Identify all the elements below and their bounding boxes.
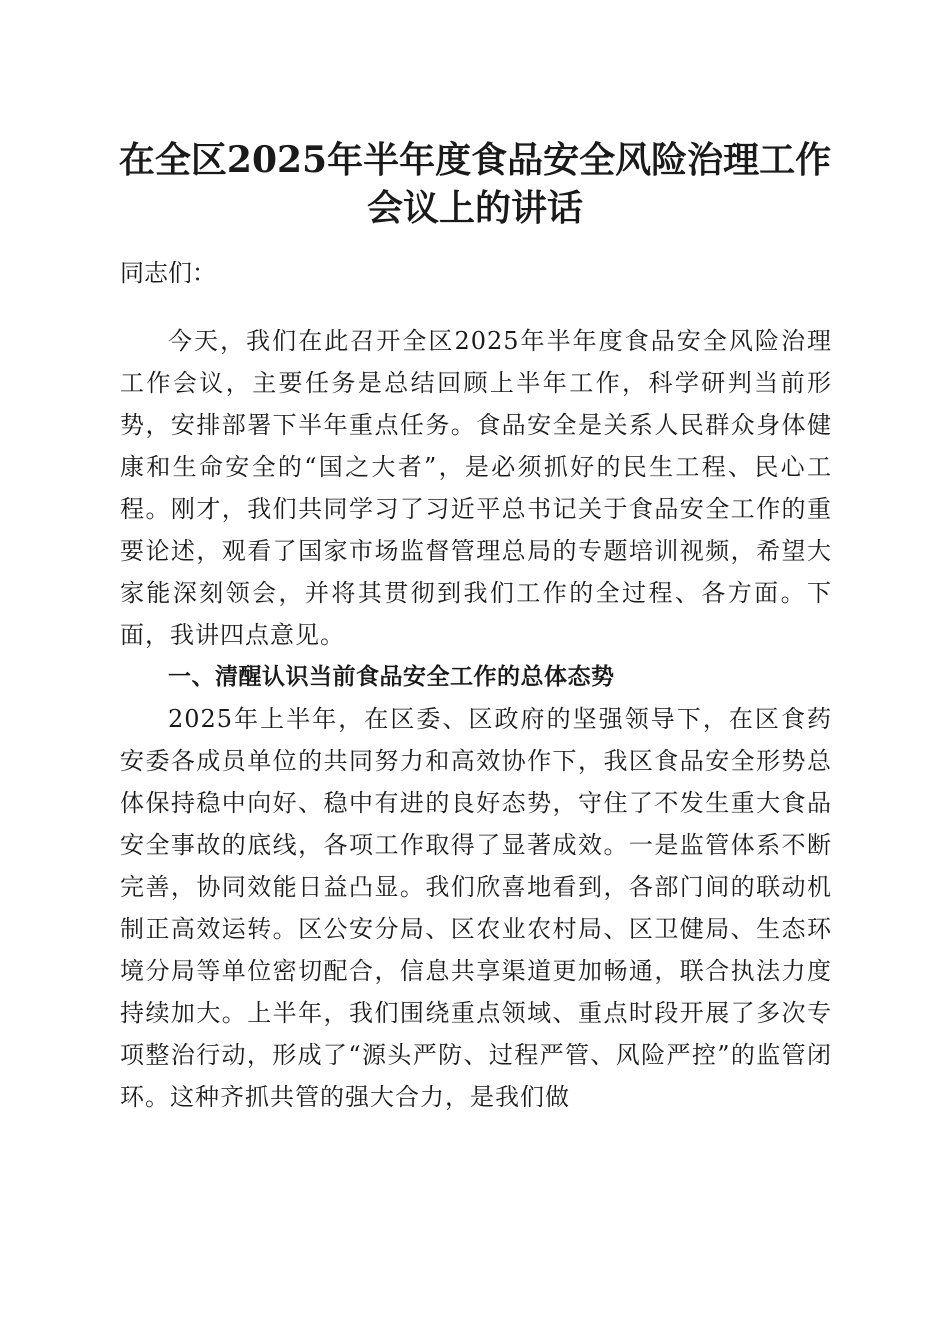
document-title-line-1: 在全区2025年半年度食品安全风险治理工作 — [118, 139, 832, 181]
salutation: 同志们： — [120, 259, 216, 287]
document-title-line-2: 会议上的讲话 — [366, 187, 583, 229]
section-1-paragraph: 2025年上半年，在区委、区政府的坚强领导下，在区食药安委各成员单位的共同努力和高效协作下，我区食品安全形势总体保持稳中向好、稳中有进的良好态势，守住了不发生重大食品安全事故的底线，各项工作取得了显著成效。一是监管体系不断完善，协同效能日益凸显。我们欣喜地看到，各部门间的联动机制正高效运转。区公安分局、区农业农村局、区卫健局、生态环境分局等单位密切配合，信息共享渠道更加畅通，联合执法力度持续加大。上半年，我们围绕重点领域、重点时段开展了多次专项整治行动，形成了“源头严防、过程严管、风险严控”的监管闭环。这种齐抓共管的强大合力，是我们做 — [120, 705, 832, 1111]
document-body — [120, 320, 832, 1118]
opening-paragraph: 今天，我们在此召开全区2025年半年度食品安全风险治理工作会议，主要任务是总结回顾上半年工作，科学研判当前形势，安排部署下半年重点任务。食品安全是关系人民群众身体健康和生命安全的“国之大者”，是必须抓好的民生工程、民心工程。刚才，我们共同学习了习近平总书记关于食品安全工作的重要论述，观看了国家市场监督管理总局的专题培训视频，希望大家能深刻领会，并将其贯彻到我们工作的全过程、各方面。下面，我讲四点意见。 — [120, 327, 832, 649]
section-heading-1: 一、清醒认识当前食品安全工作的总体态势 — [168, 664, 615, 690]
